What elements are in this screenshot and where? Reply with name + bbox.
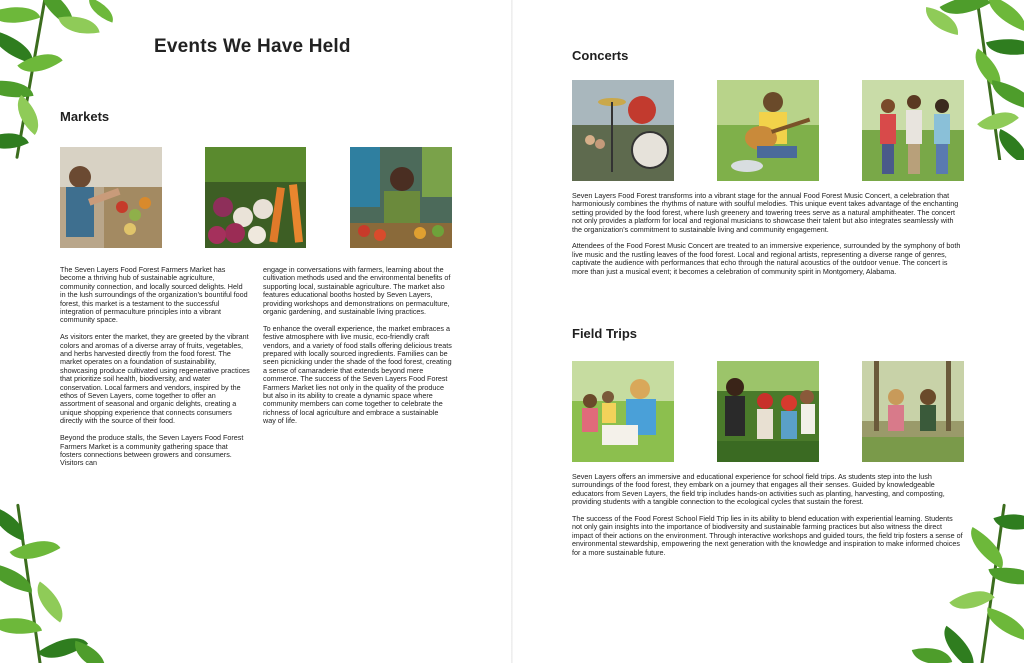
page-title: Events We Have Held [154, 36, 351, 57]
markets-paragraph: To enhance the overall experience, the market embraces a festive atmosphere with live music, eco-friendly craft vendors, and a variety of food stalls offering delicious treats prepared with locally sourced ingredients. Families can be seen picnicking under the shade of the food forest, creating a sense of camaraderie that extends beyond mere commerce. The success of the Seven Layers Food Forest Farmers Market lies not only in the quality of the produce but also in its ability to create a dynamic space where community members can come together to celebrate the richness of local agriculture and embrace a sustainable way of life. [263, 323, 452, 426]
field-trips-paragraph: The success of the Food Forest School Field Trip lies in its ability to blend education with experiential learning. Students not only gain insights into the importance of biodiversity and sustainable farming practices but also witness the direct impact of their actions on the environment. Through interactive workshops and guided tours, the field trip fosters a sense of environmental stewardship, empowering the next generation with the knowledge and inspiration to make informed choices for a more sustainable future. [572, 514, 963, 557]
concerts-paragraph: Attendees of the Food Forest Music Concert are treated to an immersive experience, surrounded by the symphony of both live music and the rustling leaves of the food forest. Local and regional artists, representing a diverse range of genres, captivate the audience with performances that echo through the natural acoustics of the outdoor venue. The concert is more than just a musical event; it becomes a celebration of community spirit in Montgomery, Alabama. [572, 241, 961, 276]
page-gutter [511, 0, 513, 663]
markets-paragraph: Beyond the produce stalls, the Seven Layers Food Forest Farmers Market is a community gathering space that fosters connections between growers and consumers. Visitors can [60, 433, 244, 468]
field-trip-boy-reading-photo [572, 361, 674, 462]
markets-heading: Markets [60, 109, 110, 124]
foliage-top-left [0, 0, 120, 160]
concert-dancing-family-photo [862, 80, 964, 181]
field-trips-heading: Field Trips [572, 326, 638, 341]
field-trip-kids-in-woods-photo [862, 361, 964, 462]
markets-paragraph: The Seven Layers Food Forest Farmers Market has become a thriving hub of sustainable agriculture, community connection, and locally sourced delights. Held in the lush surroundings of the organization’s bountiful food forest, this market is a testament to the successful integration of permaculture principles into a vibrant community space. [60, 265, 248, 325]
markets-paragraph: As visitors enter the market, they are greeted by the vibrant colors and aromas of a diverse array of fruits, vegetables, and herbs harvested directly from the food forest. The market operates on a foundation of sustainability, showcasing produce cultivated using regenerative practices that prioritize soil health, biodiversity, and water conservation. Local farmers and vendors, inspired by the ethos of Seven Layers, come together to offer an assortment of seasonal and organic delights, creating a unique shopping experience that connects consumers directly with the source of their food. [60, 332, 250, 426]
concerts-paragraph: Seven Layers Food Forest transforms into a vibrant stage for the annual Food Forest Music Concert, a celebration that harmoniously combines the rhythms of nature with soulful melodies. This unique event takes advantage of the enchanting setting provided by the food forest, where lush greenery and towering trees serve as a natural amphitheater. The concert not only provides a platform for local and regional musicians to showcase their talent but also integrates seamlessly with the organization’s commitment to sustainable living and community engagement. [572, 191, 959, 234]
market-vendor-photo [60, 147, 162, 248]
foliage-bottom-left [0, 503, 120, 663]
markets-column-1 [60, 266, 250, 468]
field-trip-kids-in-garden-photo [717, 361, 819, 462]
concert-drums-photo [572, 80, 674, 181]
concerts-heading: Concerts [572, 48, 629, 63]
markets-column-2 [263, 266, 453, 426]
market-produce-photo [205, 147, 306, 248]
concert-guitarist-photo [717, 80, 819, 181]
markets-paragraph: engage in conversations with farmers, learning about the cultivation methods used and the environmental benefits of supporting local, sustainable agriculture. The market also features educational booths hosted by Seven Layers, providing workshops and demonstrations on permaculture, organic gardening, and sustainable living practices. [263, 265, 451, 317]
concerts-text [572, 192, 964, 276]
field-trips-text [572, 473, 964, 557]
market-smiling-vendor-photo [350, 147, 452, 248]
field-trips-paragraph: Seven Layers offers an immersive and educational experience for school field trips. As students step into the lush surroundings of the food forest, they embark on a journey that engages all their senses. Guided by knowledgeable educators from Seven Layers, the field trip includes hands-on activities such as planting, harvesting, and composting, providing students with a tangible connection to the ecological cycles that sustain the forest. [572, 472, 945, 507]
